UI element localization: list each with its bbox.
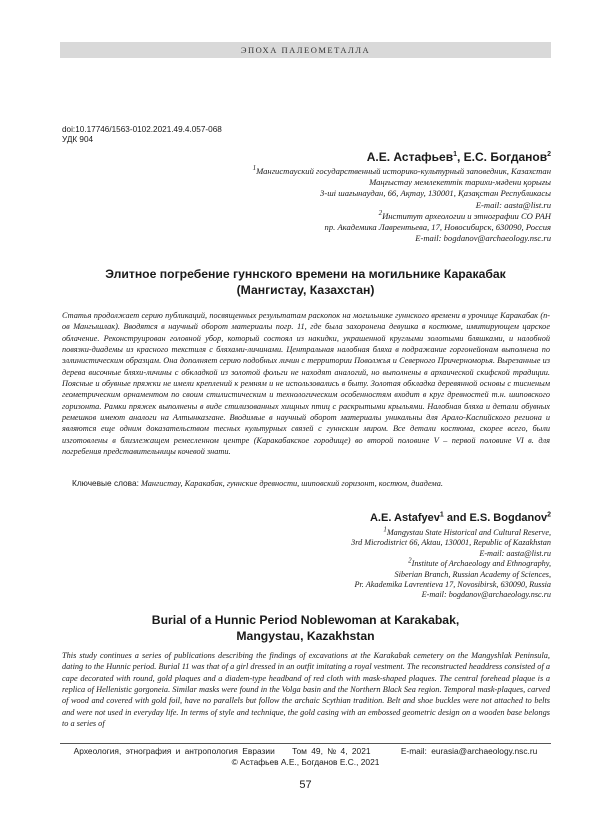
udc: УДК 904 (62, 135, 94, 144)
footer-divider (60, 743, 551, 744)
affiliation-line: Мангистауский государственный историко-культурный заповедник, Казахстан (256, 166, 551, 176)
affiliation-line: Siberian Branch, Russian Academy of Sciences, (394, 569, 551, 579)
article-title-ru (60, 266, 551, 298)
email: E-mail: aasta@list.ru (479, 548, 551, 558)
email: E-mail: aasta@list.ru (475, 199, 551, 210)
abstract-ru: Статья продолжает серию публикаций, посвященных результатам раскопок на могильнике гуннского времени в урочище Каракабак (п-ов Мангышлак). Вводятся в научный оборот материалы погр. 11, где была захоронена девушка в костюме, имитирующем царское облачение. Реконструирован головной убор, который состоял из накидки, украшенной круглыми золотыми бляшками, и налобной повязки-диадемы из красного текстиля с бляхами-личинами. Центральная налобная бляха в подражание горгонейонам выполнена по эллинистическим образцам. Она дополняет серию подобных личин с территории Поволжья и Северного Причерноморья. Вырезанные из дерева височные бляхи-личины с обкладкой из золотой фольги не находят аналогий, но выполнены в архаической скифской традиции. Поясные и обувные пряжки не имели креплений к ремням и не использовались в быту. Золотая обкладка деревянной основы с тисненым геометрическим орнаментом по своим стилистическим и технологическим особенностям входит в круг древностей т.н. шиповского горизонта. Рамки пряжек выполнены в виде стилизованных хищных птиц с раскрытыми крыльями. Налобная бляха и детали обувных ремешков имеют аналоги на Алтынказгане. Вводимые в научный оборот материалы уникальны для Арало-Каспийского региона и являются еще одним доказательством тесных культурных связей с гуннским миром. Все детали костюма, скорее всего, были изготовлены в близлежащем ремесленном центре (Каракабакское городище) во второй половине V – первой половине VI в. для погребения представительницы кочевой знати. (62, 311, 550, 457)
author-1: A.E. Astafyev (369, 512, 440, 524)
keywords (72, 478, 550, 489)
abstract-en: This study continues a series of publications describing the findings of excavations at the Karakabak cemetery on the Mangyshlak Peninsula, dating to the Hunnic period. Burial 11 was that of a girl dressed in an outfit imitating a royal vestment. The reconstructed headdress consisted of a cape decorated with round, gold plaques and a diadem-type headband of red cloth with mask-shaped plaques. The central forehead plaque is a replica of Hellenistic gorgoneia. Similar masks were found in the Volga basin and the Northern Black Sea region. Temporal mask-plaques, carved of wood and covered with gold foil, have no parallels but follow the archaic Scythian tradition. Belt and shoe buckles were not attached to belts and were not used in everyday life. In terms of style and technique, the gold casing with an embossed geometric design on a wooden base belongs to a series of (62, 651, 550, 729)
authors-en: A.E. Astafyev$^1$ and E.S. Bogdanov$^2$ (369, 511, 551, 524)
affiliation-line: Институт археологии и этнографии СО РАН (382, 210, 551, 221)
section-header (60, 42, 551, 58)
issue: № 4, (327, 746, 348, 756)
journal-info (60, 746, 551, 756)
affiliation-line: Pr. Akademika Lavrentieva 17, Novosibirsk, 630090, Russia (354, 580, 551, 590)
authors-ru: А.Е. Астафьев$^1$, Е.С. Богданов$^2$ (366, 150, 551, 164)
email: E-mail: bogdanov@archaeology.nsc.ru (421, 590, 551, 600)
affiliation-line: Маңғыстау мемлекеттік тарихи-мәдени қорығы (369, 177, 551, 188)
title-line: Элитное погребение гуннского времени на могильнике Каракабак (105, 267, 506, 281)
page-number: 57 (299, 779, 312, 791)
affiliation-line: 3-ші шағынаудан, 66, Ақтау, 130001, Қазақстан Республикасы (320, 188, 551, 199)
article-meta (62, 125, 222, 145)
journal-email: E-mail: eurasia@archaeology.nsc.ru (400, 746, 538, 756)
affiliation-line: Institute of Archaeology and Ethnography, (411, 559, 551, 569)
keywords-value: Мангистау, Каракабак, гуннские древности, шиповский горизонт, костюм, диадема. (140, 479, 443, 488)
affiliation-line: 3rd Microdistrict 66, Aktau, 130001, Republic of Kazakhstan (351, 538, 551, 548)
year: 2021 (351, 746, 371, 756)
title-line: (Мангистау, Казахстан) (236, 283, 375, 297)
title-line: Mangystau, Kazakhstan (236, 629, 375, 643)
author-2: E.S. Bogdanov (469, 512, 548, 524)
email: E-mail: bogdanov@archaeology.nsc.ru (415, 233, 551, 244)
affiliations-en: $^1$Mangystau State Historical and Cultural Reserve, 3rd Microdistrict 66, Aktau, 130001, Republic of Kazakhstan E-mail: aasta@list.ru $^2$Institute of Archaeology and Ethnography, Siberian Branch, Russian Academy of Sciences, Pr. Akademika Lavrentieva 17, Novosibirsk, 630090, Russia E-mail: bogdanov@archaeology.nsc.ru (351, 525, 551, 600)
author-2: Е.С. Богданов (463, 150, 548, 164)
journal-name: Археология, этнография и антропология Евразии (73, 746, 275, 756)
affiliations-ru: $^1$Мангистауский государственный историко-культурный заповедник, Казахстан Маңғыстау мемлекеттік тарихи-мәдени қорығы 3-ші шағынаудан, 66, Ақтау, 130001, Қазақстан Республикасы E-mail: aasta@list.ru $^2$Институт археологии и этнографии СО РАН пр. Академика Лаврентьева, 17, Новосибирск, 630090, Россия E-mail: bogdanov@archaeology.nsc.ru (252, 164, 551, 244)
affiliation-line: Mangystau State Historical and Cultural Reserve, (386, 528, 551, 537)
author-1: А.Е. Астафьев (366, 150, 454, 164)
affiliation-line: пр. Академика Лаврентьева, 17, Новосибирск, 630090, Россия (324, 222, 551, 233)
title-line: Burial of a Hunnic Period Noblewoman at Karakabak, (151, 613, 460, 627)
section-title: ЭПОХА ПАЛЕОМЕТАЛЛА (240, 45, 371, 55)
article-title-en (60, 612, 551, 644)
doi: doi:10.17746/1563-0102.2021.49.4.057-068 (62, 125, 222, 134)
copyright: © Астафьев А.Е., Богданов Е.С., 2021 (231, 757, 380, 767)
volume: Том 49, (292, 746, 323, 756)
keywords-label: Ключевые слова: (72, 478, 139, 488)
